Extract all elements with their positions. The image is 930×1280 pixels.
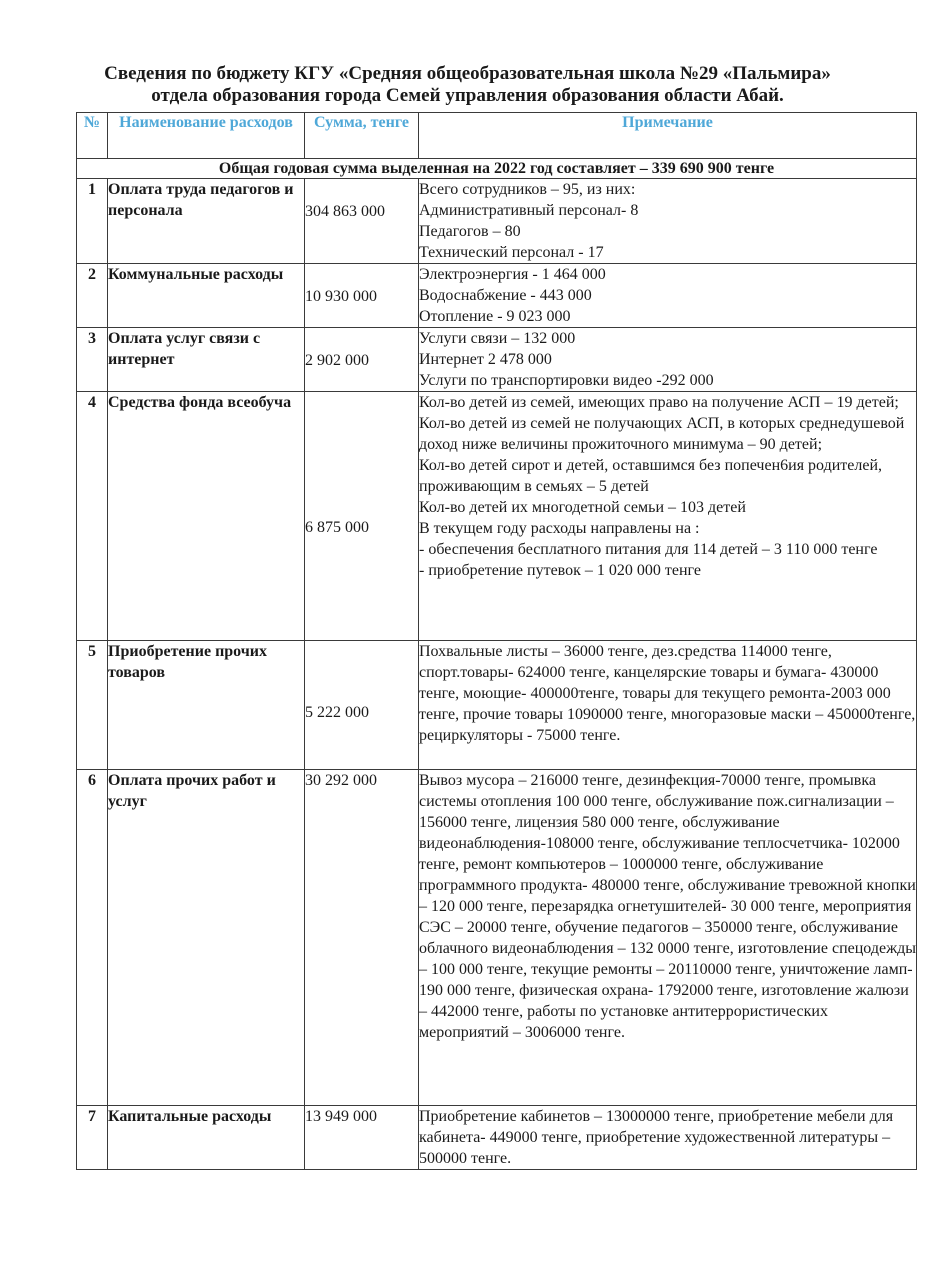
note-line: - обеспечения бесплатного питания для 114 детей – 3 110 000 тенге: [419, 541, 878, 558]
expense-sum: 30 292 000: [305, 772, 377, 789]
row-number: 7: [77, 1106, 108, 1170]
expense-note: [419, 179, 917, 264]
expense-note: [419, 770, 917, 1106]
note-line: Кол-во детей из семей, имеющих право на получение АСП – 19 детей;: [419, 394, 899, 411]
expense-name: Оплата прочих работ и услуг: [108, 770, 305, 1106]
expense-sum: 6 875 000: [305, 519, 369, 536]
note-line: Всего сотрудников – 95, из них:: [419, 181, 636, 198]
note-line: Вывоз мусора – 216000 тенге, дезинфекция-70000 тенге, промывка системы отопления 100 000 тенге, обслуживание пож.сигнализации – 156000 тенге, лицензия 580 000 тенге, обслуживание видеонаблюдения-108000 тенге, обслуживание теплосчетчика- 102000 тенге, ремонт компьютеров – 1000000 тенге, обслуживание программного продукта- 480000 тенге, обслуживание тревожной кнопки – 120 000 тенге, перезарядка огнетушителей- 30 000 тенге, мероприятия СЭС – 20000 тенге, обучение педагогов – 350000 тенге, обслуживание облачного видеонаблюдения – 132 0000 тенге, изготовление спецодежды – 100 000 тенге, текущие ремонты – 20110000 тенге, уничтожение ламп- 190 000 тенге, физическая охрана- 1792000 тенге, изготовление жалюзи – 442000 тенге, работы по установке антитеррористических мероприятий – 3006000 тенге.: [419, 772, 917, 1041]
table-header-row: [77, 113, 917, 159]
header-note: Примечание: [419, 113, 917, 159]
note-line: - приобретение путевок – 1 020 000 тенге: [419, 562, 701, 579]
expense-sum: 5 222 000: [305, 704, 369, 721]
note-line: Педагогов – 80: [419, 223, 521, 240]
expense-sum: 10 930 000: [305, 288, 377, 305]
table-row: [77, 264, 917, 328]
header-sum: Сумма, тенге: [305, 113, 419, 159]
note-line: Услуги по транспортировки видео -292 000: [419, 372, 714, 389]
expense-note: [419, 264, 917, 328]
row-number: 4: [77, 392, 108, 641]
table-row: [77, 328, 917, 392]
expense-note: [419, 641, 917, 770]
table-row: [77, 179, 917, 264]
expense-name: Капитальные расходы: [108, 1106, 305, 1170]
document-title: [40, 63, 895, 107]
row-number: 2: [77, 264, 108, 328]
title-line-1: Сведения по бюджету КГУ «Средняя общеобразовательная школа №29 «Пальмира»: [104, 63, 831, 84]
expense-sum: 13 949 000: [305, 1108, 377, 1125]
expense-note: [419, 1106, 917, 1170]
note-line: Кол-во детей из семей не получающих АСП, в которых среднедушевой доход ниже величины прожиточного минимума – 90 детей;: [419, 415, 905, 453]
header-num: №: [77, 113, 108, 159]
total-line: Общая годовая сумма выделенная на 2022 год составляет – 339 690 900 тенге: [77, 159, 917, 179]
note-line: Приобретение кабинетов – 13000000 тенге, приобретение мебели для кабинета- 449000 тенге, приобретение художественной литературы – 500000 тенге.: [419, 1108, 894, 1167]
budget-table: [76, 112, 917, 1170]
note-line: Кол-во детей сирот и детей, оставшимся без попечен6ия родителей, проживающим в семьях – 5 детей: [419, 457, 883, 495]
row-number: 1: [77, 179, 108, 264]
note-line: Отопление - 9 023 000: [419, 308, 571, 325]
note-line: Технический персонал - 17: [419, 244, 604, 261]
total-row: [77, 159, 917, 179]
table-row: [77, 1106, 917, 1170]
expense-name: Коммунальные расходы: [108, 264, 305, 328]
note-line: Кол-во детей их многодетной семьи – 103 детей: [419, 499, 746, 516]
header-name: Наименование расходов: [108, 113, 305, 159]
expense-name: Приобретение прочих товаров: [108, 641, 305, 770]
title-line-2: отдела образования города Семей управления образования области Абай.: [151, 85, 784, 106]
note-line: В текущем году расходы направлены на :: [419, 520, 700, 537]
expense-name: Средства фонда всеобуча: [108, 392, 305, 641]
expense-name: Оплата труда педагогов и персонала: [108, 179, 305, 264]
expense-name: Оплата услуг связи с интернет: [108, 328, 305, 392]
row-number: 6: [77, 770, 108, 1106]
note-line: Похвальные листы – 36000 тенге, дез.средства 114000 тенге, спорт.товары- 624000 тенге, канцелярские товары и бумага- 430000 тенге, моющие- 400000тенге, товары для текущего ремонта-2003 000 тенге, прочие товары 1090000 тенге, многоразовые маски – 450000тенге, рециркуляторы - 75000 тенге.: [419, 643, 916, 744]
note-line: Водоснабжение - 443 000: [419, 287, 592, 304]
table-row: [77, 392, 917, 641]
expense-note: [419, 328, 917, 392]
note-line: Административный персонал- 8: [419, 202, 639, 219]
expense-sum: 304 863 000: [305, 203, 385, 220]
expense-sum: 2 902 000: [305, 352, 369, 369]
note-line: Услуги связи – 132 000: [419, 330, 576, 347]
table-row: [77, 770, 917, 1106]
note-line: Интернет 2 478 000: [419, 351, 552, 368]
table-row: [77, 641, 917, 770]
row-number: 5: [77, 641, 108, 770]
row-number: 3: [77, 328, 108, 392]
expense-note: [419, 392, 917, 641]
note-line: Электроэнергия - 1 464 000: [419, 266, 606, 283]
